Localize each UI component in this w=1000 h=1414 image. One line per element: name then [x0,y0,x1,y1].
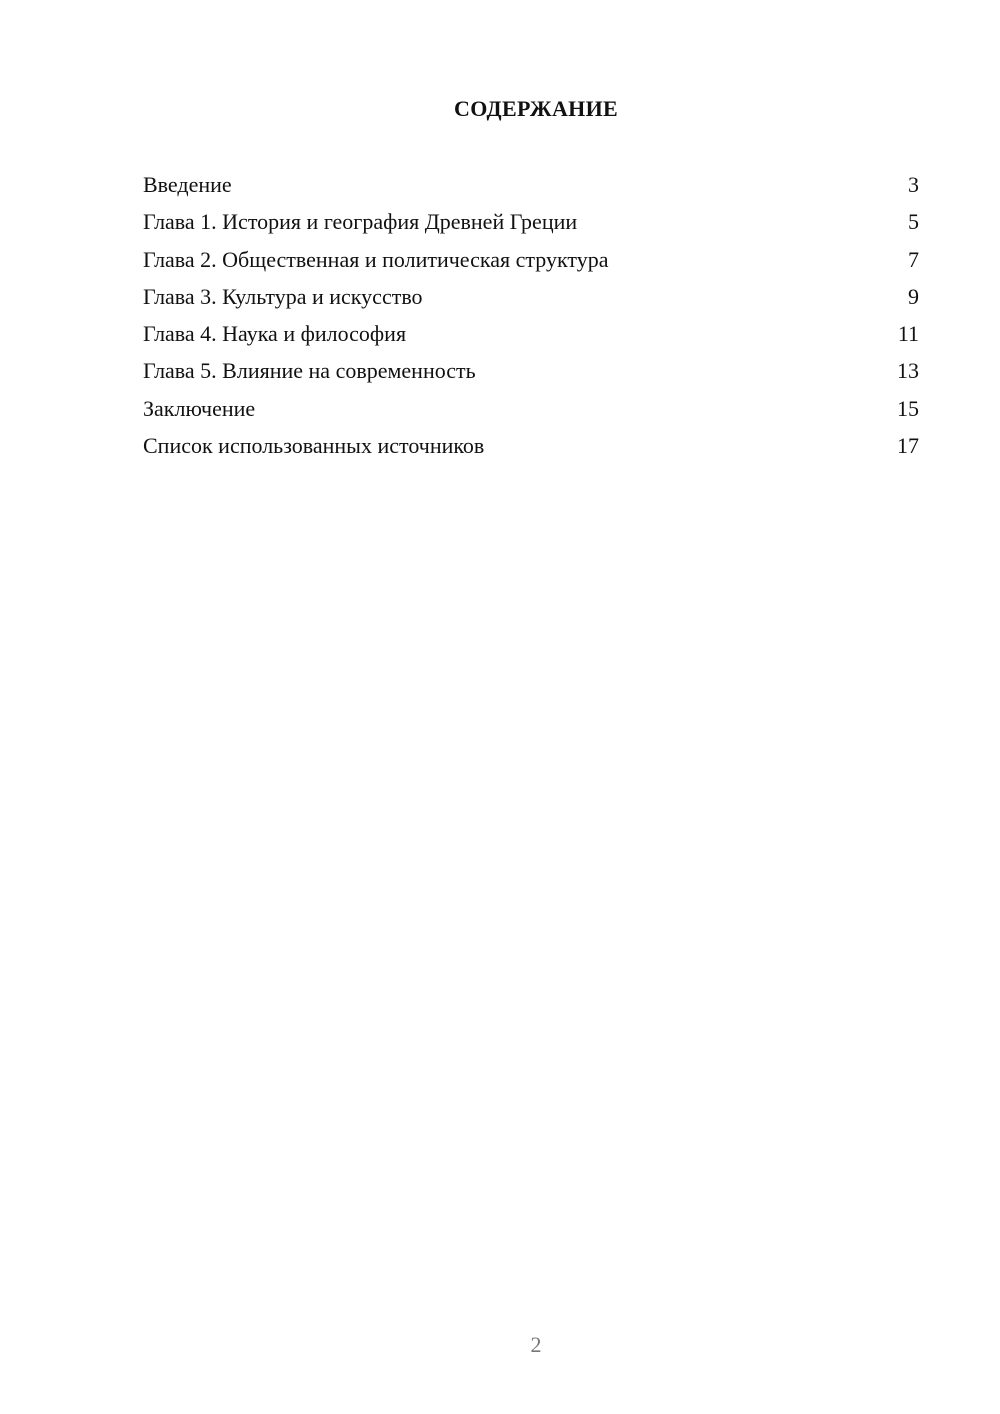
toc-entry-label: Глава 5. Влияние на современность [143,358,476,384]
toc-entry-label: Глава 4. Наука и философия [143,321,407,347]
toc-entry-chapter-4 [143,317,919,354]
toc-entry-label: Заключение [143,395,256,421]
toc-entry-introduction [143,168,919,205]
toc-entry-page: 15 [897,395,919,421]
toc-entry-page: 17 [897,433,919,459]
toc-entry-page: 5 [908,209,919,235]
toc-entry-conclusion [143,392,919,429]
toc-title: СОДЕРЖАНИЕ [454,96,618,121]
toc-entry-page: 7 [908,246,919,272]
toc-entry-page: 3 [908,172,919,197]
toc-entry-chapter-1 [143,205,919,242]
toc-entry-chapter-3 [143,280,919,317]
page-number: 2 [530,1332,542,1357]
toc-entry-label: Введение [143,172,232,197]
toc-entry-page: 9 [908,283,919,309]
toc-entry-chapter-2 [143,243,919,280]
toc-entry-page: 13 [897,358,919,384]
toc-entry-label: Глава 2. Общественная и политическая структура [143,246,609,272]
toc-entry-label: Глава 1. История и география Древней Греции [143,209,578,235]
toc-entry-references [143,429,919,466]
toc-entry-page: 11 [897,321,919,347]
toc-entry-label: Список использованных источников [143,433,485,459]
toc-entry-chapter-5 [143,354,919,391]
table-of-contents [143,168,919,466]
toc-entry-label: Глава 3. Культура и искусство [143,283,423,309]
